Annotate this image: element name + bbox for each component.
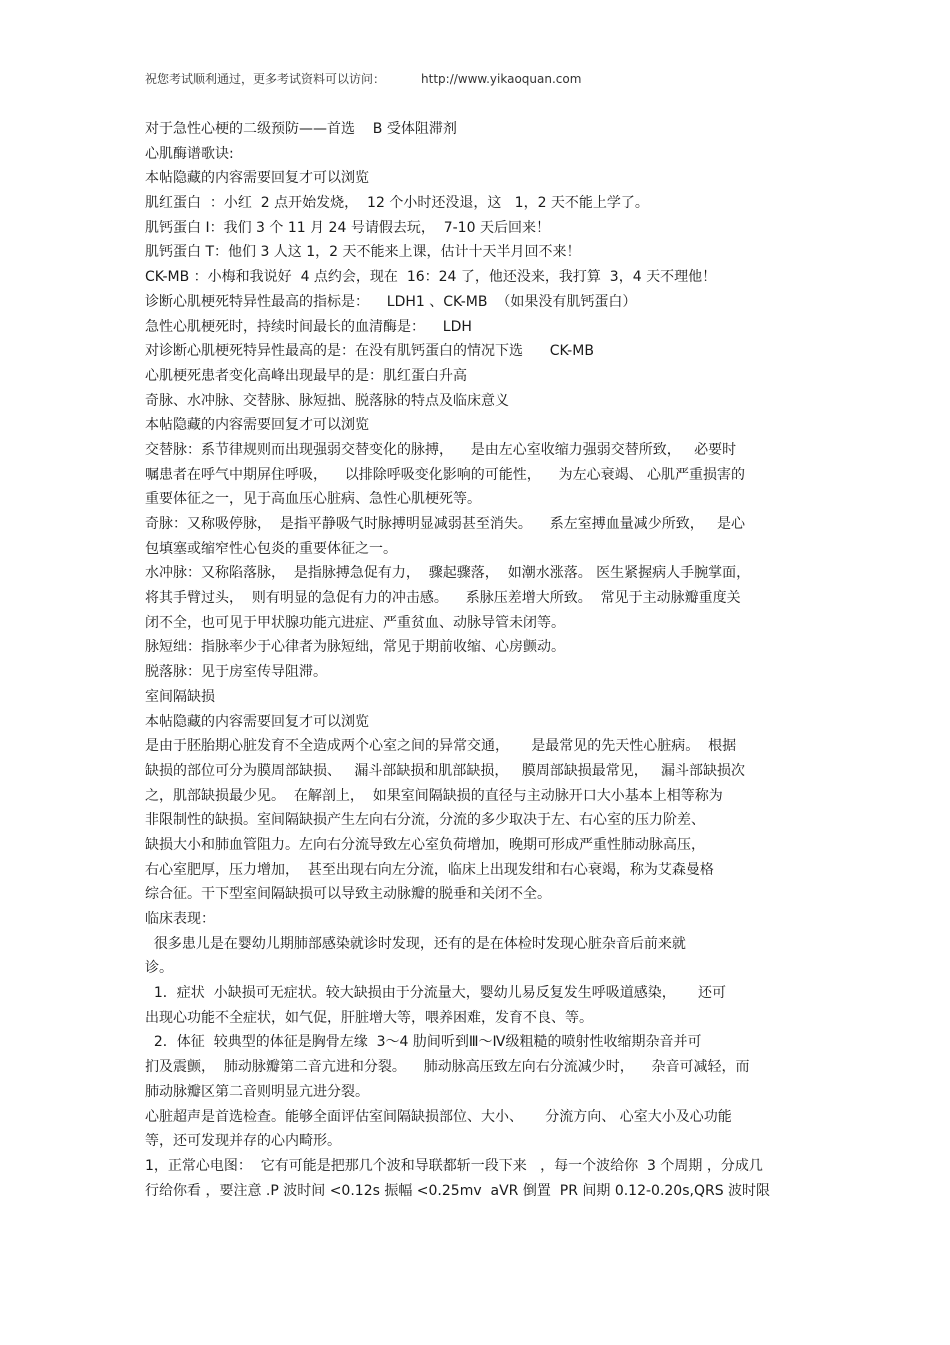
- text-line: 1．症状 小缺损可无症状。较大缺损由于分流量大，婴幼儿易反复发生呼吸道感染， 还可: [145, 985, 726, 1002]
- text-line: 缺损的部位可分为膜周部缺损、 漏斗部缺损和肌部缺损， 膜周部缺损最常见， 漏斗部缺损次: [145, 762, 746, 779]
- text-line: 将其手臂过头， 则有明显的急促有力的冲击感。 系脉压差增大所致。 常见于主动脉瓣重度关: [145, 590, 741, 607]
- text-line: 重要体征之一，见于高血压心脏病、急性心肌梗死等。: [145, 491, 481, 508]
- text-line: 交替脉：系节律规则而出现强弱交替变化的脉搏， 是由左心室收缩力强弱交替所致， 必要时: [145, 441, 737, 458]
- text-line: 肌钙蛋白 I：我们 3 个 11 月 24 号请假去玩， 7-10 天后回来！: [145, 219, 550, 236]
- text-line: 急性心肌梗死时，持续时间最长的血清酶是： LDH: [145, 318, 472, 335]
- text-line: 心肌梗死患者变化高峰出现最早的是：肌红蛋白升高: [145, 367, 467, 384]
- text-line: 水冲脉：又称陷落脉， 是指脉搏急促有力， 骤起骤落， 如潮水涨落。 医生紧握病人手腕掌面，: [145, 565, 751, 582]
- text-line: 出现心功能不全症状，如气促，肝脏增大等，喂养困难，发育不良、等。: [145, 1009, 593, 1026]
- text-line: 本帖隐藏的内容需要回复才可以浏览: [145, 713, 369, 730]
- text-line: 心脏超声是首选检查。能够全面评估室间隔缺损部位、大小、 分流方向、 心室大小及心功能: [145, 1108, 732, 1125]
- text-line: 肌红蛋白 ：小红 2 点开始发烧， 12 个小时还没退，这 1，2 天不能上学了。: [145, 195, 649, 212]
- text-line: 很多患儿是在婴幼儿期肺部感染就诊时发现，还有的是在体检时发现心脏杂音后前来就: [145, 935, 686, 952]
- text-line: 闭不全，也可见于甲状腺功能亢进症、严重贫血、动脉导管未闭等。: [145, 614, 565, 631]
- text-line: 奇脉、水冲脉、交替脉、脉短拙、脱落脉的特点及临床意义: [145, 392, 509, 409]
- text-line: 肺动脉瓣区第二音则明显亢进分裂。: [145, 1083, 369, 1100]
- document-body: [145, 117, 805, 1203]
- header-url-link[interactable]: http://www.yikaoquan.com: [421, 72, 582, 86]
- text-line: 行给你看 ，要注意 .P 波时间 <0.12s 振幅 <0.25mv aVR 倒置 PR 间期 0.12-0.20s,QRS 波时限: [145, 1182, 771, 1199]
- text-line: 本帖隐藏的内容需要回复才可以浏览: [145, 417, 369, 434]
- text-line: 脱落脉：见于房室传导阻滞。: [145, 664, 327, 681]
- text-line: 包填塞或缩窄性心包炎的重要体征之一。: [145, 540, 397, 557]
- text-line: 室间隔缺损: [145, 688, 215, 705]
- text-line: 对于急性心梗的二级预防——首选 B 受体阻滞剂: [145, 121, 457, 137]
- text-line: 对诊断心肌梗死特异性最高的是：在没有肌钙蛋白的情况下选 CK-MB: [145, 343, 594, 360]
- text-line: 肌钙蛋白 T：他们 3 人这 1，2 天不能来上课，估计十天半月回不来！: [145, 244, 581, 261]
- header-text: 祝您考试顺利通过，更多考试资料可以访问：: [145, 72, 386, 86]
- text-line: 诊。: [145, 960, 173, 977]
- text-line: 心肌酶谱歌诀:: [145, 145, 234, 162]
- text-line: CK-MB ：小梅和我说好 4 点约会，现在 16：24 了，他还没来，我打算 3，4 天不理他！: [145, 269, 717, 286]
- text-line: 右心室肥厚，压力增加， 甚至出现右向左分流，临床上出现发绀和右心衰竭，称为艾森曼格: [145, 861, 714, 878]
- text-line: 1，正常心电图： 它有可能是把那几个波和导联都斩一段下来 ，每一个波给你 3 个周期 ，分成几: [145, 1157, 763, 1174]
- text-line: 诊断心肌梗死特异性最高的指标是： LDH1 、CK-MB （如果没有肌钙蛋白）: [145, 293, 637, 310]
- text-line: 临床表现：: [145, 911, 215, 927]
- text-line: 之，肌部缺损最少见。 在解剖上， 如果室间隔缺损的直径与主动脉开口大小基本上相等称为: [145, 787, 723, 804]
- text-line: 是由于胚胎期心脏发育不全造成两个心室之间的异常交通， 是最常见的先天性心脏病。 根据: [145, 738, 737, 755]
- text-line: 奇脉：又称吸停脉， 是指平静吸气时脉搏明显减弱甚至消失。 系左室搏血量减少所致， 是心: [145, 516, 746, 532]
- text-line: 嘱患者在呼气中期屏住呼吸， 以排除呼吸变化影响的可能性， 为左心衰竭、 心肌严重损害的: [145, 466, 746, 483]
- text-line: 2．体征 较典型的体征是胸骨左缘 3～4 肋间听到Ⅲ～Ⅳ级粗糙的喷射性收缩期杂音并可: [145, 1034, 702, 1051]
- page-header: [145, 70, 581, 87]
- text-line: 本帖隐藏的内容需要回复才可以浏览: [145, 170, 369, 187]
- text-line: 脉短绌：指脉率少于心律者为脉短绌，常见于期前收缩、心房颤动。: [145, 639, 565, 656]
- text-line: 等，还可发现并存的心内畸形。: [145, 1133, 341, 1150]
- text-line: 缺损大小和肺血管阻力。左向右分流导致左心室负荷增加，晚期可形成严重性肺动脉高压，: [145, 836, 705, 853]
- text-line: 扪及震颤， 肺动脉瓣第二音亢进和分裂。 肺动脉高压致左向右分流减少时， 杂音可减轻，而: [145, 1059, 750, 1076]
- text-line: 综合征。干下型室间隔缺损可以导致主动脉瓣的脱垂和关闭不全。: [145, 886, 551, 903]
- text-line: 非限制性的缺损。室间隔缺损产生左向右分流，分流的多少取决于左、右心室的压力阶差、: [145, 812, 705, 829]
